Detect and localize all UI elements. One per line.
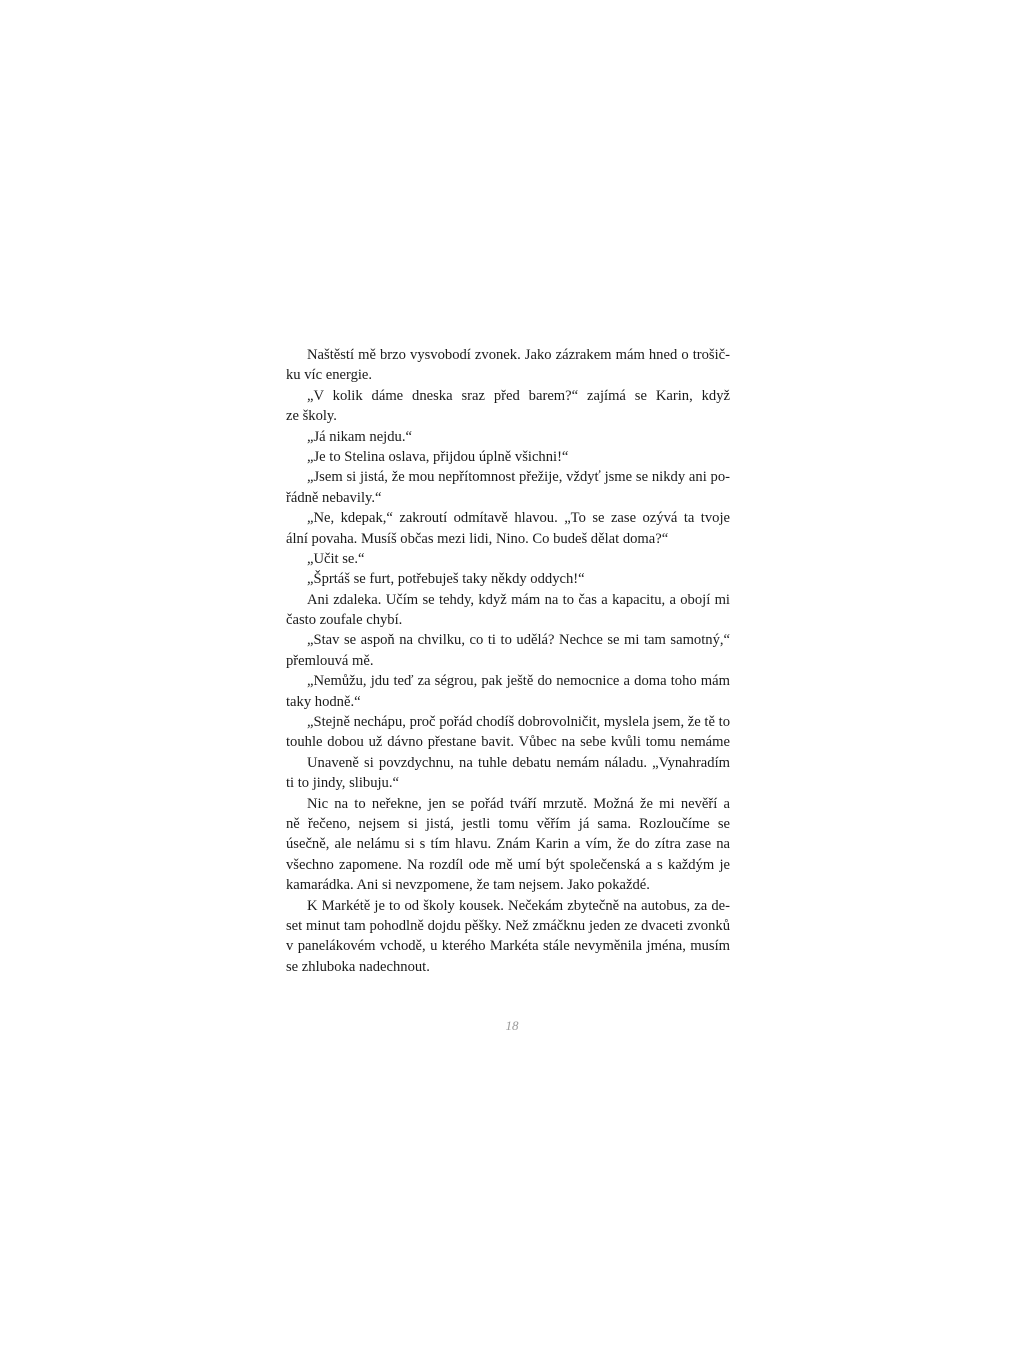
text-line: kamarádka. Ani si nevzpomene, že tam nejsem. Jako pokaždé. [286, 877, 650, 894]
text-line: řádně nebavily.“ [286, 489, 382, 506]
text-line: touhle dobou už dávno přestane bavit. Vůbec na sebe kvůli tomu nemáme [286, 734, 730, 751]
body-text [286, 345, 730, 977]
text-line: často zoufale chybí. [286, 612, 403, 629]
text-line: „Je to Stelina oslava, přijdou úplně všichni!“ [307, 448, 569, 465]
text-line: Nic na to neřekne, jen se pořád tváří mrzutě. Možná že mi nevěří a [307, 795, 730, 812]
text-line: „Ne, kdepak,“ zakroutí odmítavě hlavou. „To se zase ozývá ta tvoje [307, 510, 730, 527]
text-line: ti to jindy, slibuju.“ [286, 775, 399, 792]
text-line: ně řečeno, nejsem si jistá, jestli tomu věřím já sama. Rozloučíme se [286, 815, 730, 832]
text-line: set minut tam pohodlně dojdu pěšky. Než zmáčknu jeden ze dvaceti zvonků [286, 917, 730, 934]
text-line: „Šprtáš se furt, potřebuješ taky někdy oddych!“ [307, 571, 585, 588]
text-line: „Jsem si jistá, že mou nepřítomnost přežije, vždyť jsme se nikdy ani po- [307, 469, 730, 486]
text-line: „Já nikam nejdu.“ [307, 428, 412, 445]
text-line: všechno zapomene. Na rozdíl ode mě umí být společenská a s každým je [286, 856, 730, 873]
text-line: taky hodně.“ [286, 693, 361, 710]
text-line: „Učit se.“ [307, 550, 365, 567]
text-line: Naštěstí mě brzo vysvobodí zvonek. Jako zázrakem mám hned o trošič- [307, 347, 730, 363]
text-line: Ani zdaleka. Učím se tehdy, když mám na to čas a kapacitu, a obojí mi [307, 591, 730, 608]
text-line: ze školy. [286, 408, 337, 425]
text-line: „Stav se aspoň na chvilku, co ti to udělá? Nechce se mi tam samotný,“ [307, 632, 730, 649]
text-line: ální povaha. Musíš občas mezi lidi, Nino. Co budeš dělat doma?“ [286, 530, 669, 547]
text-line: „Nemůžu, jdu teď za ségrou, pak ještě do nemocnice a doma toho mám [307, 673, 730, 690]
text-line: K Markétě je to od školy kousek. Nečekám zbytečně na autobus, za de- [307, 897, 730, 914]
text-line: úsečně, ale nelámu si s tím hlavu. Znám Karin a vím, že do zítra zase na [286, 836, 730, 853]
text-line: přemlouvá mě. [286, 652, 374, 669]
text-line: „Stejně nechápu, proč pořád chodíš dobrovolničit, myslela jsem, že tě to [307, 714, 730, 731]
page-number: 18 [505, 1018, 519, 1033]
text-line: ku víc energie. [286, 367, 373, 384]
text-line: Unaveně si povzdychnu, na tuhle debatu nemám náladu. „Vynahradím [307, 754, 730, 771]
text-line: se zhluboka nadechnout. [286, 958, 430, 975]
text-line: v panelákovém vchodě, u kterého Markéta stále nevyměnila jména, musím [286, 938, 730, 955]
text-line: „V kolik dáme dneska sraz před barem?“ zajímá se Karin, když [307, 387, 730, 404]
